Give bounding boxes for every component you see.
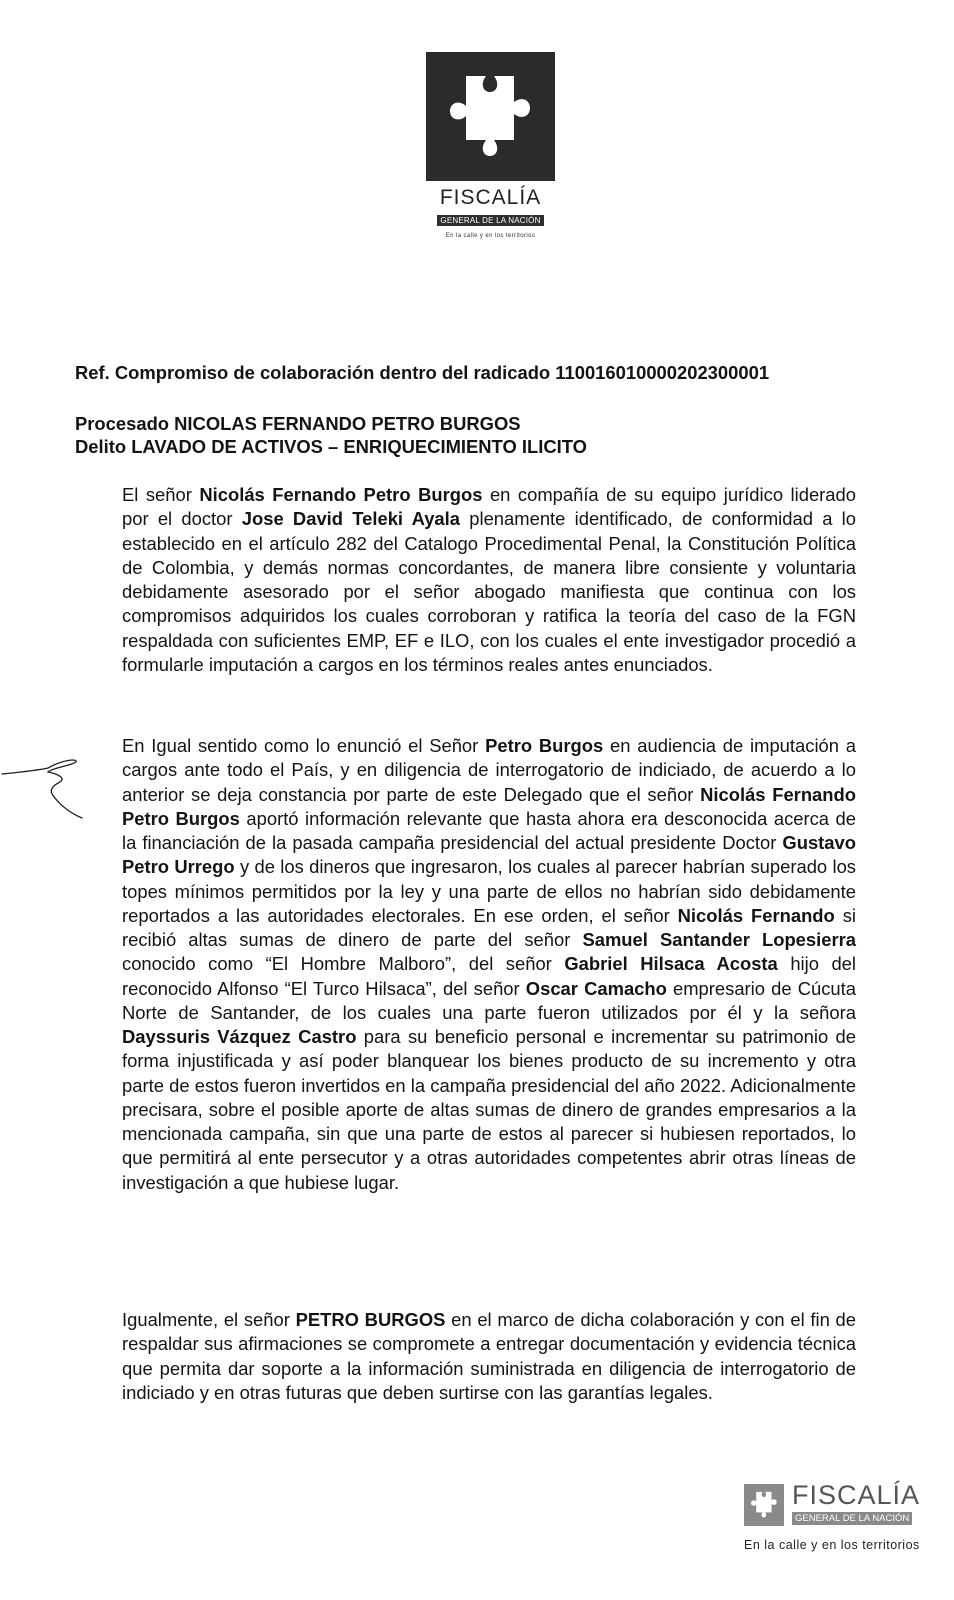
brand-subtitle: GENERAL DE LA NACIÓN: [437, 215, 543, 226]
paragraph-2: [122, 734, 856, 1195]
footer-brand-name: FISCALÍA: [792, 1480, 921, 1510]
delito-line: Delito LAVADO DE ACTIVOS – ENRIQUECIMIENTO ILICITO: [75, 436, 587, 457]
text-run: en el marco de dicha colaboración y con el fin de respaldar sus afirmaciones se compromete a entregar documentación y evidencia técnica que permita dar soporte a la información suministrada en diligencia de interrogatorio de indiciado y en otras futuras que deben surtirse con las garantías legales.: [122, 1309, 857, 1403]
handwritten-mark-icon: [0, 752, 90, 847]
text-run: Igualmente, el señor: [122, 1309, 296, 1330]
bold-name: Dayssuris Vázquez Castro: [122, 1026, 357, 1047]
text-run: aportó información relevante que hasta ahora era desconocida acerca de la financiación de la pasada campaña presidencial del actual presidente Doctor: [122, 807, 856, 853]
bold-name: Nicolás Fernando Petro Burgos: [199, 484, 483, 505]
paragraph-1: [122, 483, 856, 677]
bold-name: Samuel Santander Lopesierra: [582, 929, 857, 950]
text-run: conocido como “El Hombre Malboro”, del señor: [122, 953, 565, 975]
bold-name: Gabriel Hilsaca Acosta: [564, 953, 778, 975]
text-run: hijo del reconocido Alfonso “El Turco Hilsaca”, del señor: [122, 953, 857, 999]
bold-name: Oscar Camacho: [525, 977, 667, 999]
text-run: empresario de Cúcuta Norte de Santander, de los cuales una parte fueron utilizados por él y la señora: [122, 977, 856, 1023]
brand-name: FISCALÍA: [439, 186, 542, 209]
fiscalia-logo-header: [426, 52, 555, 239]
bold-name: Nicolás Fernando Petro Burgos: [122, 783, 856, 829]
text-run: En Igual sentido como lo enunció el Señor: [122, 735, 486, 756]
footer-brand-tagline: En la calle y en los territorios: [744, 1538, 920, 1552]
text-run: y de los dineros que ingresaron, los cuales al parecer habrían superado los topes mínimos permitidos por la ley y una parte de ellos no habrían sido debidamente reportados a las autoridades electorales. En ese orden, el señor: [122, 856, 856, 926]
text-run: El señor: [122, 484, 200, 505]
text-run: si recibió altas sumas de dinero de parte del señor: [122, 904, 856, 950]
bold-name: PETRO BURGOS: [295, 1309, 446, 1330]
text-run: plenamente identificado, de conformidad a lo establecido en el artículo 282 del Catalogo Procedimental Penal, la Constitución Política de Colombia, y demás normas concordantes, de manera libre consiente y voluntaria debidamente asesorado por el señor abogado manifiesta que continua con los compromisos adquiridos los cuales corroboran y ratifica la teoría del caso de la FGN respaldada con suficientes EMP, EF e ILO, con los cuales el ente investigador procedió a formularle imputación a cargos en los términos reales antes enunciados.: [122, 508, 856, 675]
paragraph-3: [122, 1308, 856, 1405]
brand-tagline: En la calle y en los territorios: [445, 233, 536, 239]
puzzle-piece-icon: [744, 1484, 784, 1526]
procesado-line: Procesado NICOLAS FERNANDO PETRO BURGOS: [75, 413, 521, 434]
bold-name: Petro Burgos: [485, 735, 604, 756]
text-run: en audiencia de imputación a cargos ante todo el País, y en diligencia de interrogatorio de indiciado, de acuerdo a lo anterior se deja constancia por parte de este Delegado que el señor: [122, 735, 856, 805]
reference-line: Ref. Compromiso de colaboración dentro del radicado 110016010000202300001: [75, 362, 770, 383]
text-run: para su beneficio personal e incrementar su patrimonio de forma injustificada y así poder blanquear los bienes producto de su incremento y otra parte de estos fueron invertidos en la campaña presidencial del año 2022. Adicionalmente precisara, sobre el posible aporte de altas sumas de dinero de grandes empresarios a la mencionada campaña, sin que una parte de estos al parecer si hubiesen reportados, lo que permitirá al ente persecutor y a otras autoridades competentes abrir otras líneas de investigación a que hubiese lugar.: [122, 1026, 856, 1193]
bold-name: Jose David Teleki Ayala: [241, 508, 461, 530]
case-header: [75, 412, 587, 458]
footer-brand-subtitle: GENERAL DE LA NACIÓN: [792, 1512, 912, 1525]
bold-name: Nicolás Fernando: [677, 904, 835, 926]
puzzle-piece-icon: [426, 52, 555, 181]
bold-name: Gustavo Petro Urrego: [122, 832, 856, 878]
text-run: en compañía de su equipo jurídico liderado por el doctor: [122, 484, 856, 530]
